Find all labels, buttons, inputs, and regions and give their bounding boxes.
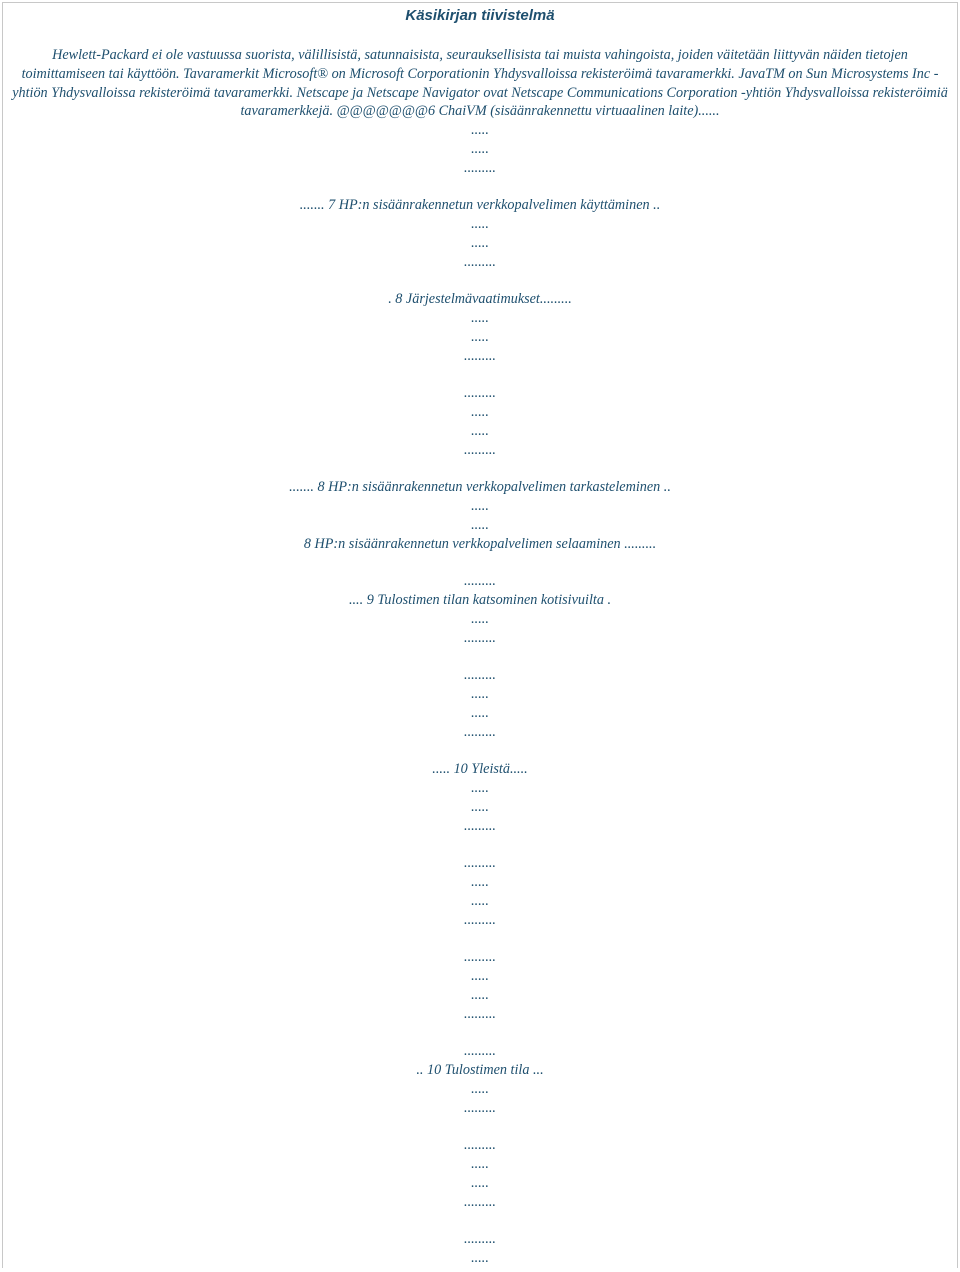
toc-line: ..... <box>471 968 489 985</box>
document-title: Käsikirjan tiivistelmä <box>405 7 555 24</box>
toc-line: ..... <box>471 610 489 627</box>
toc-line: ..... <box>471 798 489 815</box>
toc-line: ......... <box>464 817 496 834</box>
toc-line: ......... <box>464 1137 496 1154</box>
toc-line: ..... <box>471 1250 489 1266</box>
toc-line: ..... <box>471 328 489 345</box>
toc-line: ....... 8 HP:n sisäänrakennetun verkkopalvelimen tarkasteleminen .. <box>289 479 671 496</box>
toc-line: ..... <box>471 234 489 251</box>
toc-line: ....... 7 HP:n sisäänrakennetun verkkopalvelimen käyttäminen .. <box>299 197 661 214</box>
toc-line: ......... <box>464 667 496 684</box>
toc-line: ..... <box>471 122 489 139</box>
toc-line: ......... <box>464 723 496 740</box>
toc-line: ..... <box>471 1080 489 1097</box>
toc-line: ......... <box>464 1099 496 1116</box>
toc-line: ......... <box>464 441 496 458</box>
toc-line: ..... <box>471 404 489 421</box>
toc-line: ......... <box>464 347 496 364</box>
toc-spacer <box>11 1117 949 1136</box>
toc-line: ......... <box>464 949 496 966</box>
toc-line: ..... <box>471 892 489 909</box>
toc-line: ..... <box>471 422 489 439</box>
toc-line: ......... <box>464 385 496 402</box>
toc-spacer <box>11 366 949 385</box>
toc-spacer <box>11 1211 949 1230</box>
toc-spacer <box>11 460 949 479</box>
toc-line: ......... <box>464 855 496 872</box>
toc-line: ......... <box>464 1193 496 1210</box>
toc-line: ..... 10 Yleistä..... <box>432 761 528 778</box>
toc-line: ..... <box>471 1156 489 1173</box>
toc-spacer <box>11 272 949 291</box>
toc-line: 8 HP:n sisäänrakennetun verkkopalvelimen selaaminen ......... <box>303 535 657 552</box>
toc-line: ......... <box>464 1043 496 1060</box>
toc-line: ..... <box>471 1174 489 1191</box>
toc-spacer <box>11 554 949 573</box>
toc-line: ..... <box>471 140 489 157</box>
toc-spacer <box>11 648 949 667</box>
toc-line: .. 10 Tulostimen tila ... <box>416 1062 544 1079</box>
toc-line: ......... <box>464 573 496 590</box>
toc-line: ......... <box>464 253 496 270</box>
document-page <box>2 2 958 1268</box>
toc-line: ......... <box>464 1231 496 1248</box>
toc-line: . 8 Järjestelmävaatimukset......... <box>388 291 572 308</box>
intro-paragraph: Hewlett-Packard ei ole vastuussa suorista, välillisistä, satunnaisista, seurauksellisista tai muista vahingoista, joiden väitetään liittyvän näiden tietojen toimittamiseen tai käyttöön. Tavaramerkit Microsoft® on Microsoft Corporationin Yhdysvalloissa rekisteröimä tavaramerkki. JavaTM on Sun Microsystems Inc -yhtiön Yhdysvalloissa rekisteröimä tavaramerkki. Netscape ja Netscape Navigator ovat Netscape Communications Corporation -yhtiön Yhdysvalloissa rekisteröimiä tavaramerkkejä. @@@@@@@6 ChaiVM (sisäänrakennettu virtuaalinen laite)...... <box>12 47 948 120</box>
toc-spacer <box>11 741 949 760</box>
toc-line: ......... <box>464 911 496 928</box>
toc-spacer <box>11 1023 949 1042</box>
toc-line: ......... <box>464 629 496 646</box>
toc-line: ..... <box>471 498 489 515</box>
toc-line: ..... <box>471 986 489 1003</box>
toc-spacer <box>11 929 949 948</box>
table-of-contents <box>11 121 949 1268</box>
toc-line: ..... <box>471 704 489 721</box>
toc-spacer <box>11 178 949 197</box>
toc-spacer <box>11 835 949 854</box>
toc-line: ..... <box>471 874 489 891</box>
toc-line: ......... <box>464 159 496 176</box>
toc-line: ..... <box>471 780 489 797</box>
toc-line: ..... <box>471 686 489 703</box>
toc-line: ......... <box>464 1005 496 1022</box>
toc-line: ..... <box>471 216 489 233</box>
toc-line: ..... <box>471 516 489 533</box>
toc-line: .... 9 Tulostimen tilan katsominen kotisivuilta . <box>348 592 612 609</box>
toc-line: ..... <box>471 310 489 327</box>
